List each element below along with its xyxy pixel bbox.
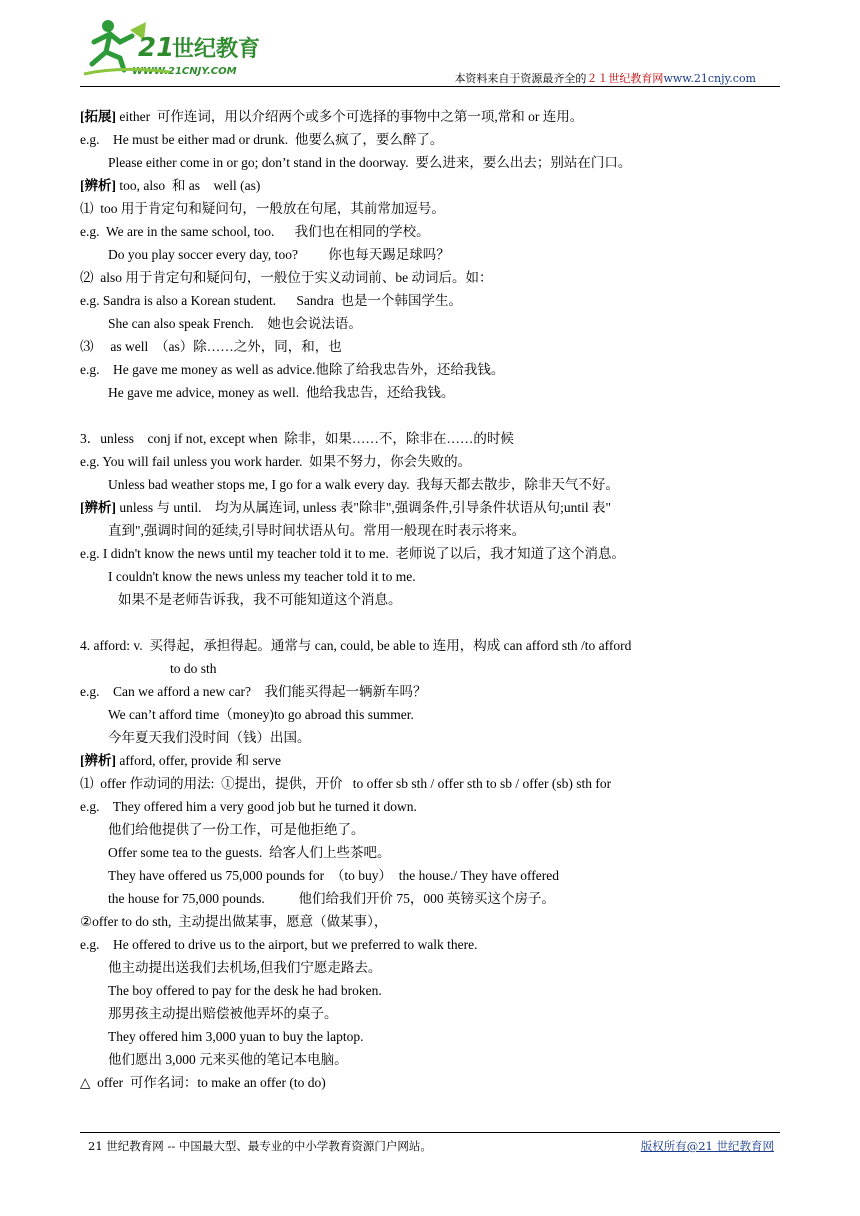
site-logo (80, 12, 280, 82)
text-line: to do sth (170, 661, 217, 676)
text-line: 他们愿出 3,000 元来买他的笔记本电脑。 (108, 1052, 348, 1067)
text-line: 今年夏天我们没时间（钱）出国。 (108, 730, 311, 745)
text-line: We can’t afford time（money)to go abroad this summer. (108, 707, 414, 722)
text-line: The boy offered to pay for the desk he had broken. (108, 983, 382, 998)
header-note-red: ２１世纪教育网 (586, 72, 664, 85)
copyright-link[interactable]: 版权所有@21 世纪教育网 (640, 1139, 774, 1153)
text-line: △ offer 可作名词：to make an offer (to do) (80, 1075, 326, 1090)
text-line: e.g. They offered him a very good job but he turned it down. (80, 799, 417, 814)
text-line: ⑶ as well （as）除……之外，同，和，也 (80, 339, 342, 354)
svg-text:WWW.21CNJY.COM: WWW.21CNJY.COM (132, 66, 237, 77)
text-line: They offered him 3,000 yuan to buy the laptop. (108, 1029, 364, 1044)
svg-text:21: 21 (138, 33, 175, 63)
header-note (454, 70, 756, 86)
text-line: 他主动提出送我们去机场,但我们宁愿走路去。 (108, 960, 382, 975)
text-line: Offer some tea to the guests. 给客人们上些茶吧。 (108, 845, 391, 860)
text-line: e.g. We are in the same school, too. 我们也在相同的学校。 (80, 224, 430, 239)
text-line: He gave me advice, money as well. 他给我忠告，还给我钱。 (108, 385, 455, 400)
text-line: 3．unless conj if not, except when 除非，如果……不，除非在……的时候 (80, 431, 514, 446)
header-note-prefix: 本资料来自于资源最齐全的 (454, 72, 587, 85)
text-line: e.g. I didn't know the news until my teacher told it to me. 老师说了以后，我才知道了这个消息。 (80, 546, 625, 561)
text-line: ②offer to do sth, 主动提出做某事，愿意（做某事）， (80, 914, 388, 929)
text-line: e.g. He gave me money as well as advice.他除了给我忠告外，还给我钱。 (80, 362, 505, 377)
text-line: Unless bad weather stops me, I go for a walk every day. 我每天都去散步，除非天气不好。 (108, 477, 619, 492)
text-line: e.g. You will fail unless you work harder. 如果不努力，你会失败的。 (80, 454, 472, 469)
text-line: She can also speak French. 她也会说法语。 (108, 316, 362, 331)
text-line: [辨析] unless 与 until. 均为从属连词, unless 表"除非",强调条件,引导条件状语从句;until 表" (80, 500, 612, 515)
footer-text: 21 世纪教育网 -- 中国最大型、最专业的中小学教育资源门户网站。 (88, 1139, 432, 1153)
header-note-site[interactable]: www.21cnjy.com (663, 72, 756, 85)
page-header (80, 12, 780, 86)
text-line: [辨析] afford, offer, provide 和 serve (80, 753, 282, 768)
text-line: [辨析] too, also 和 as well (as) (80, 178, 261, 193)
text-line: e.g. He must be either mad or drunk. 他要么疯了，要么醉了。 (80, 132, 444, 147)
svg-text:世纪教育: 世纪教育 (172, 37, 261, 62)
text-line: ⑴ offer 作动词的用法: ①提出，提供，开价 to offer sb sth / offer sth to sb / offer (sb) sth for (80, 776, 612, 791)
text-line: e.g. Sandra is also a Korean student. Sandra 也是一个韩国学生。 (80, 293, 463, 308)
text-line: [拓展] either 可作连词，用以介绍两个或多个可选择的事物中之第一项,常和 or 连用。 (80, 109, 584, 124)
text-line: 那男孩主动提出赔偿被他弄坏的桌子。 (108, 1006, 338, 1021)
text-line: the house for 75,000 pounds. 他们给我们开价 75，000 英镑买这个房子。 (108, 891, 555, 906)
text-line: ⑴ too 用于肯定句和疑问句，一般放在句尾，其前常加逗号。 (80, 201, 445, 216)
text-line: 4. afford: v. 买得起，承担得起。通常与 can, could, be able to 连用，构成 can afford sth /to afford (80, 638, 632, 653)
text-line: Please either come in or go; don’t stand in the doorway. 要么进来，要么出去；别站在门口。 (108, 155, 632, 170)
text-line: e.g. He offered to drive us to the airport, but we preferred to walk there. (80, 937, 478, 952)
header-divider (80, 86, 780, 87)
text-line: 他们给他提供了一份工作，可是他拒绝了。 (108, 822, 365, 837)
text-line: 如果不是老师告诉我，我不可能知道这个消息。 (118, 592, 402, 607)
footer-divider (80, 1132, 780, 1133)
text-line: e.g. Can we afford a new car? 我们能买得起一辆新车吗？ (80, 684, 427, 699)
text-line: 直到",强调时间的延续,引导时间状语从句。常用一般现在时表示将来。 (108, 523, 526, 538)
text-line: ⑵ also 用于肯定句和疑问句，一般位于实义动词前、be 动词后。如： (80, 270, 493, 285)
text-line: Do you play soccer every day, too? 你也每天踢足球吗？ (108, 247, 450, 262)
text-line: They have offered us 75,000 pounds for （to buy） the house./ They have offered (108, 868, 560, 883)
text-line: I couldn't know the news unless my teacher told it to me. (108, 569, 416, 584)
